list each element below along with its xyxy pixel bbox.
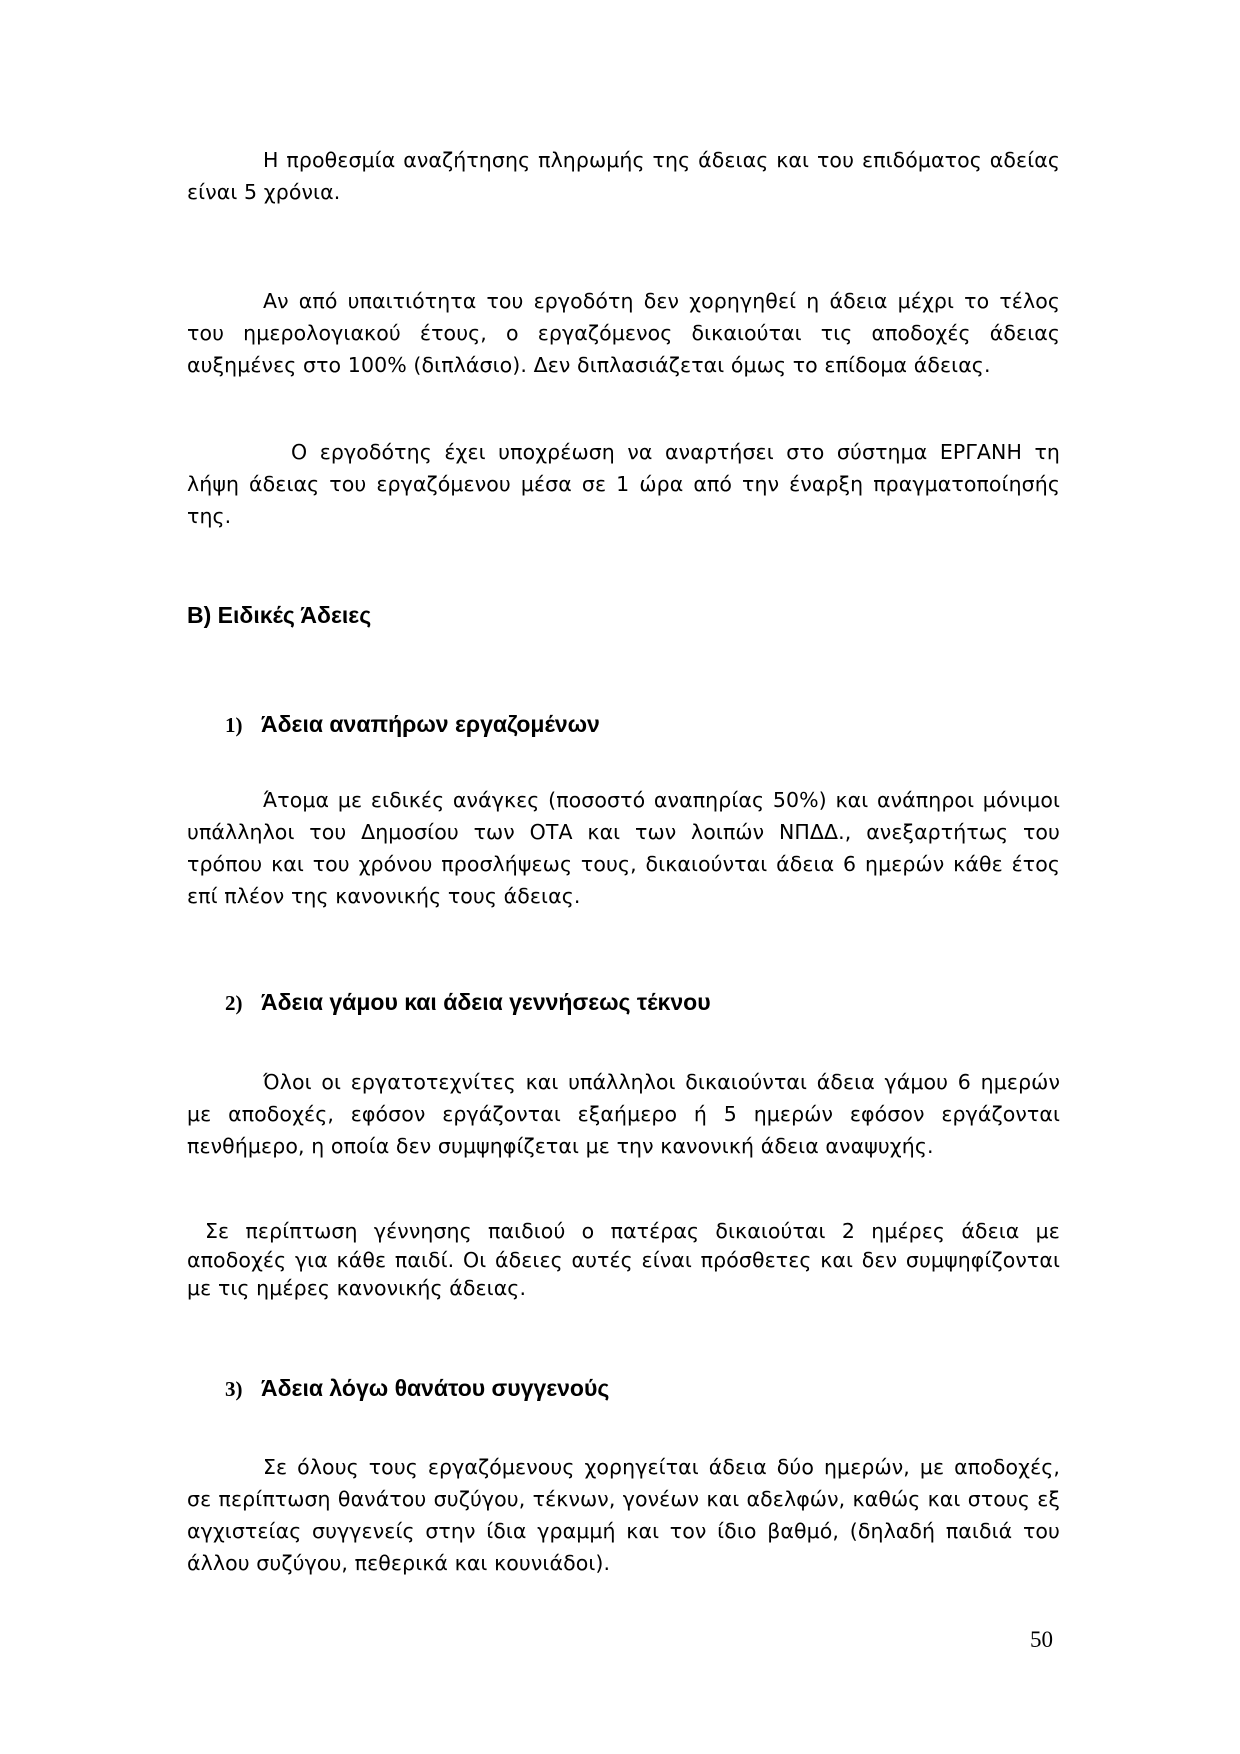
subsection-heading-2 [225,989,711,1016]
section-title: Β) Ειδικές Άδειες [187,602,372,628]
paragraph-employer-fault: Αν από υπαιτιότητα του εργοδότη δεν χορηγηθεί η άδεια μέχρι το τέλος του ημερολογιακού έτους, ο εργαζόμενος δικαιούται τις αποδοχές άδειας αυξημένες στο 100% (διπλάσιο). Δεν διπλασιάζεται όμως το επίδομα άδειας. [187,289,1060,377]
subsection-number: 3) [225,1377,243,1401]
paragraph-marriage-leave: Όλοι οι εργατοτεχνίτες και υπάλληλοι δικαιούνται άδεια γάμου 6 ημερών με αποδοχές, εφόσον εργάζονται εξαήμερο ή 5 ημερών εφόσον εργάζονται πενθήμερο, η οποία δεν συμψηφίζεται με την κανονική άδεια αναψυχής. [187,1070,1060,1158]
subsection-title: Άδεια αναπήρων εργαζομένων [261,711,600,737]
subsection-number: 2) [225,991,243,1015]
page-number: 50 [1030,1627,1053,1652]
paragraph-birth-leave: Σε περίπτωση γέννησης παιδιού ο πατέρας δικαιούται 2 ημέρες άδεια με αποδοχές για κάθε παιδί. Οι άδειες αυτές είναι πρόσθετες και δεν συμψηφίζονται με τις ημέρες κανονικής άδειας. [187,1219,1060,1300]
subsection-title: Άδεια γάμου και άδεια γεννήσεως τέκνου [261,989,711,1015]
subsection-heading-3 [225,1375,609,1402]
paragraph-disabled-workers: Άτομα με ειδικές ανάγκες (ποσοστό αναπηρίας 50%) και ανάπηροι μόνιμοι υπάλληλοι του Δημοσίου των ΟΤΑ και των λοιπών ΝΠΔΔ., ανεξαρτήτως του τρόπου και του χρόνου προσλήψεως τους, δικαιούνται άδεια 6 ημερών κάθε έτος επί πλέον της κανονικής τους άδειας. [187,788,1060,908]
subsection-title: Άδεια λόγω θανάτου συγγενούς [261,1375,610,1401]
paragraph-deadline: Η προθεσμία αναζήτησης πληρωμής της άδειας και του επιδόματος αδείας είναι 5 χρόνια. [187,148,1060,204]
subsection-number: 1) [225,713,243,737]
paragraph-ergani: Ο εργοδότης έχει υποχρέωση να αναρτήσει στο σύστημα ΕΡΓΑΝΗ τη λήψη άδειας του εργαζόμενου μέσα σε 1 ώρα από την έναρξη πραγματοποίησής της. [187,440,1060,528]
paragraph-bereavement-leave: Σε όλους τους εργαζόμενους χορηγείται άδεια δύο ημερών, με αποδοχές, σε περίπτωση θανάτου συζύγου, τέκνων, γονέων και αδελφών, καθώς και στους εξ αγχιστείας συγγενείς στην ίδια γραμμή και τον ίδιο βαθμό, (δηλαδή παιδιά του άλλου συζύγου, πεθερικά και κουνιάδοι). [187,1455,1060,1575]
subsection-heading-1 [225,711,600,738]
